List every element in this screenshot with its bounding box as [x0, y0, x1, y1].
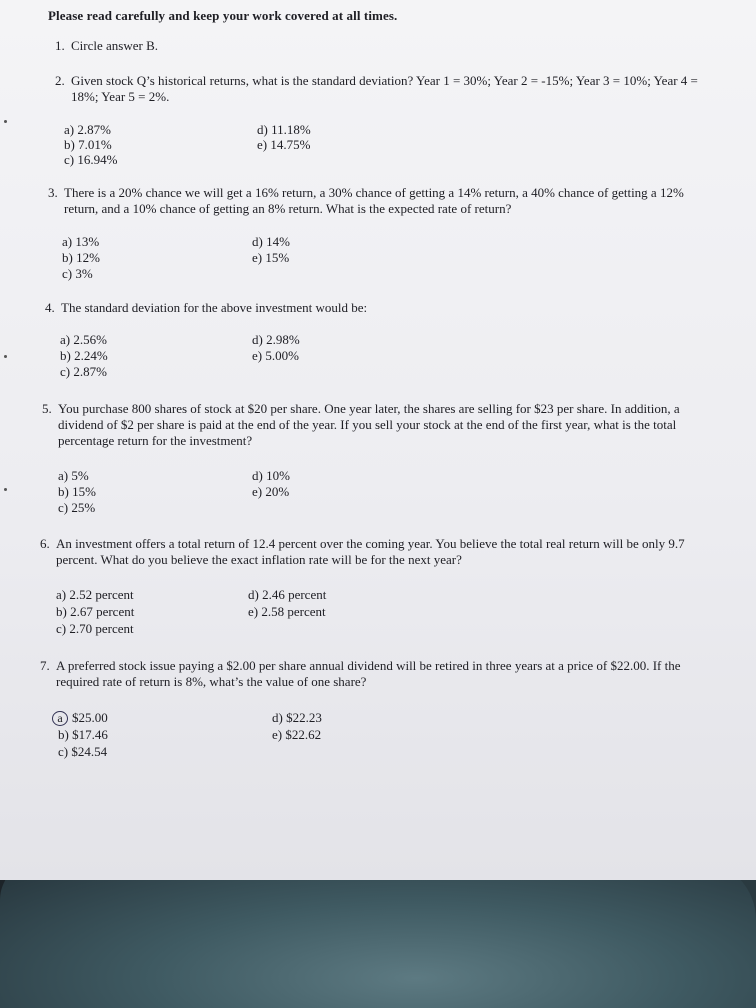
option-a[interactable]	[52, 710, 108, 726]
option-a[interactable]: a) 13%	[62, 234, 100, 249]
option-c[interactable]: c) 25%	[58, 500, 96, 515]
option-d[interactable]: d) $22.23	[272, 710, 322, 725]
option-c[interactable]: c) 2.70 percent	[56, 621, 134, 636]
option-d[interactable]: d) 14%	[252, 234, 290, 249]
option-b[interactable]: b) 2.24%	[60, 348, 108, 363]
question-text: The standard deviation for the above investment would be:	[61, 300, 368, 315]
option-d[interactable]: d) 11.18%	[257, 122, 311, 137]
question-number: 2.	[55, 73, 65, 88]
question-text: Circle answer B.	[71, 38, 159, 53]
option-a[interactable]: a) 2.52 percent	[56, 587, 134, 602]
option-c[interactable]: c) 3%	[62, 266, 93, 281]
option-c[interactable]: c) 2.87%	[60, 364, 107, 379]
margin-mark	[4, 355, 7, 358]
background-fabric	[0, 860, 756, 1008]
question-5	[42, 401, 710, 449]
question-number: 1.	[55, 38, 65, 53]
option-b[interactable]: b) 2.67 percent	[56, 604, 135, 619]
question-1	[55, 38, 705, 54]
margin-mark	[4, 488, 7, 491]
question-text: An investment offers a total return of 12.4 percent over the coming year. You believe the total real return will be only 9.7 percent. What do you believe the exact inflation rate will be for the next year?	[56, 536, 685, 567]
option-b[interactable]: b) 12%	[62, 250, 100, 265]
margin-mark	[4, 120, 7, 123]
option-c[interactable]: c) 16.94%	[64, 152, 118, 167]
option-e[interactable]: e) $22.62	[272, 727, 322, 742]
option-d[interactable]: d) 2.46 percent	[248, 587, 327, 602]
option-e[interactable]: e) 20%	[252, 484, 290, 499]
question-number: 3.	[48, 185, 58, 200]
option-e[interactable]: e) 2.58 percent	[248, 604, 326, 619]
question-text: Given stock Q’s historical returns, what is the standard deviation? Year 1 = 30%; Year 2 = -15%; Year 3 = 10%; Year 4 = 18%; Year 5 = 2%.	[71, 73, 698, 104]
option-a[interactable]: a) 2.87%	[64, 122, 111, 137]
question-2	[55, 73, 705, 105]
circled-answer-mark: a	[52, 711, 68, 726]
question-6	[40, 536, 712, 568]
option-a[interactable]: a) 2.56%	[60, 332, 107, 347]
option-e[interactable]: e) 15%	[252, 250, 290, 265]
option-c[interactable]: c) $24.54	[58, 744, 108, 759]
question-4	[45, 300, 705, 316]
question-number: 5.	[42, 401, 52, 416]
option-b[interactable]: b) $17.46	[58, 727, 108, 742]
question-number: 7.	[40, 658, 50, 673]
question-text: You purchase 800 shares of stock at $20 per share. One year later, the shares are selling for $23 per share. In addition, a dividend of $2 per share is paid at the end of the year. If you sell your stock at the end of the first year, what is the total percentage return for the investment?	[58, 401, 680, 448]
question-text: A preferred stock issue paying a $2.00 per share annual dividend will be retired in three years at a price of $22.00. If the required rate of return is 8%, what’s the value of one share?	[56, 658, 681, 689]
option-a[interactable]: a) 5%	[58, 468, 89, 483]
option-b[interactable]: b) 15%	[58, 484, 96, 499]
question-3	[48, 185, 708, 217]
question-text: There is a 20% chance we will get a 16% return, a 30% chance of getting a 14% return, a 40% chance of getting a 12% return, and a 10% chance of getting an 8% return. What is the expected rate of return?	[64, 185, 684, 216]
question-number: 6.	[40, 536, 50, 551]
option-d[interactable]: d) 2.98%	[252, 332, 300, 347]
question-7	[40, 658, 716, 690]
option-e[interactable]: e) 5.00%	[252, 348, 299, 363]
option-e[interactable]: e) 14.75%	[257, 137, 311, 152]
question-number: 4.	[45, 300, 55, 315]
option-a-value: $25.00	[72, 710, 108, 725]
instructions-header: Please read carefully and keep your work covered at all times.	[48, 8, 398, 23]
option-d[interactable]: d) 10%	[252, 468, 290, 483]
option-b[interactable]: b) 7.01%	[64, 137, 112, 152]
